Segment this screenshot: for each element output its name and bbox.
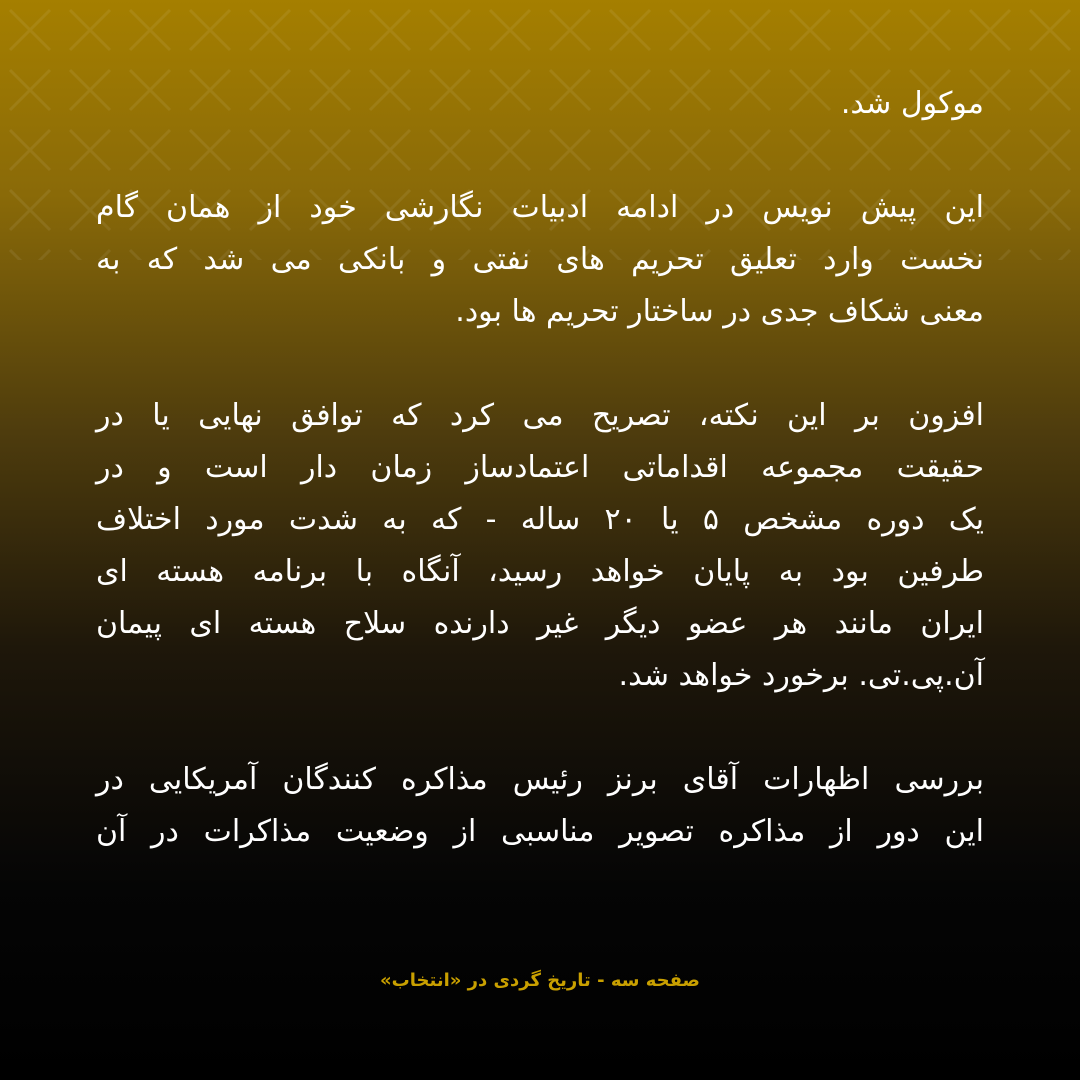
- text-line: حقیقت مجموعه اقداماتی اعتمادساز زمان دار است و در: [96, 450, 984, 485]
- paragraph-3: [96, 390, 984, 702]
- text-line: آن.پی.تی. برخورد خواهد شد.: [618, 658, 984, 693]
- paragraph-1: [96, 78, 984, 130]
- page-footer: صفحه سه - تاریخ گردی در «انتخاب»: [380, 970, 700, 991]
- text-line: ایران مانند هر عضو دیگر غیر دارنده سلاح هسته ای پیمان: [96, 606, 984, 641]
- text-line: این دور از مذاکره تصویر مناسبی از وضعیت مذاکرات در آن: [96, 814, 984, 849]
- article-body: [96, 78, 984, 910]
- paragraph-2: [96, 182, 984, 338]
- paragraph-4: [96, 754, 984, 858]
- text-line: طرفین بود به پایان خواهد رسید، آنگاه با برنامه هسته ای: [96, 554, 984, 589]
- text-line: افزون بر این نکته، تصریح می کرد که توافق نهایی یا در: [96, 398, 984, 433]
- text-line: این پیش نویس در ادامه ادبیات نگارشی خود از همان گام: [96, 190, 984, 225]
- text-line: بررسی اظهارات آقای برنز رئیس مذاکره کنندگان آمریکایی در: [96, 762, 984, 797]
- text-line: موکول شد.: [840, 86, 984, 121]
- text-line: یک دوره مشخص ۵ یا ۲۰ ساله - که به شدت مورد اختلاف: [96, 502, 984, 537]
- text-line: معنی شکاف جدی در ساختار تحریم ها بود.: [455, 294, 984, 329]
- text-line: نخست وارد تعلیق تحریم های نفتی و بانکی می شد که به: [96, 242, 984, 277]
